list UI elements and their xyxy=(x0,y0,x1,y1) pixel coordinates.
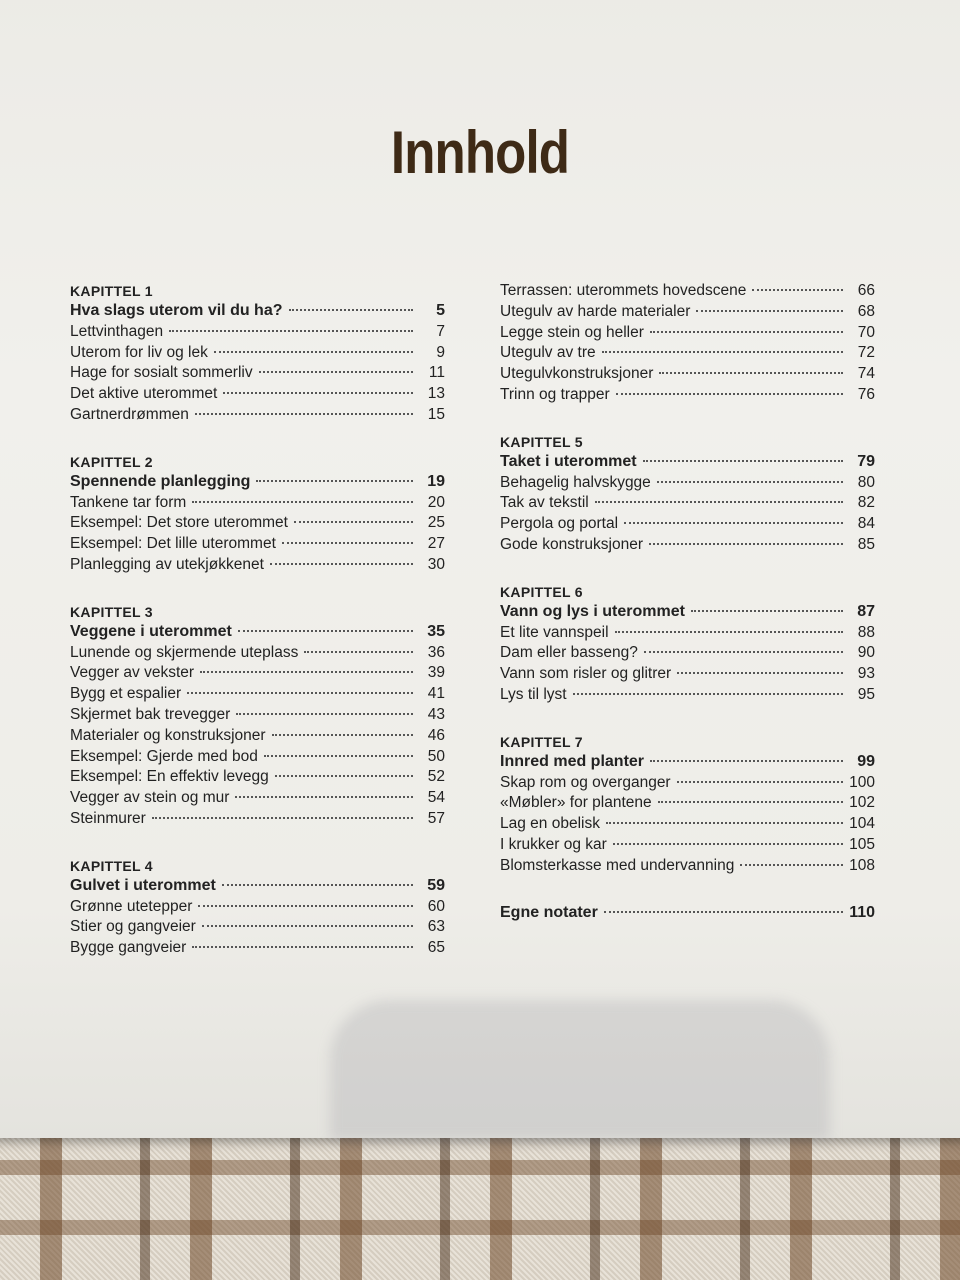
entry-title: Utegulv av tre xyxy=(500,344,596,362)
chapter-section xyxy=(500,582,875,706)
chapter-section xyxy=(70,602,445,830)
chapter-section xyxy=(70,856,445,959)
page-number: 39 xyxy=(427,664,445,682)
entry-title: Innred med planter xyxy=(500,752,645,770)
dot-leader xyxy=(304,651,413,653)
dot-leader xyxy=(192,946,413,948)
entry-title: I krukker og kar xyxy=(500,835,607,853)
dot-leader xyxy=(613,843,843,845)
dot-leader xyxy=(256,480,413,482)
page-number: 90 xyxy=(857,644,875,662)
entry-title: Blomsterkasse med undervanning xyxy=(500,856,735,874)
dot-leader xyxy=(677,672,843,674)
dot-leader xyxy=(606,822,843,824)
dot-leader xyxy=(264,755,413,757)
tablecloth-background xyxy=(0,1130,960,1280)
toc-entry xyxy=(500,835,875,856)
dot-leader xyxy=(643,460,843,462)
dot-leader xyxy=(238,630,413,632)
toc-entry xyxy=(70,917,445,938)
chapter-section xyxy=(70,452,445,576)
toc-entry xyxy=(70,809,445,830)
toc-entry xyxy=(70,726,445,747)
dot-leader xyxy=(659,372,843,374)
dot-leader xyxy=(272,734,413,736)
toc-left-column xyxy=(70,281,445,985)
dot-leader xyxy=(152,817,413,819)
page-number: 35 xyxy=(427,622,445,640)
dot-leader xyxy=(289,309,414,311)
dot-leader xyxy=(222,884,413,886)
entry-title: Terrassen: uterommets hovedscene xyxy=(500,282,747,299)
page-number: 99 xyxy=(857,752,875,770)
page-number: 19 xyxy=(427,472,445,490)
page-number: 88 xyxy=(857,623,875,641)
page-number: 59 xyxy=(427,876,445,894)
dot-leader xyxy=(696,310,843,312)
page-number: 79 xyxy=(857,452,875,470)
entry-title: Eksempel: Det store uterommet xyxy=(70,514,288,532)
toc-entry xyxy=(500,302,875,323)
entry-title: Materialer og konstruksjoner xyxy=(70,726,266,744)
page-number: 66 xyxy=(857,282,875,299)
page-number: 25 xyxy=(427,514,445,532)
entry-title: Tankene tar form xyxy=(70,493,187,511)
entry-title: Vegger av vekster xyxy=(70,664,195,682)
page-number: 70 xyxy=(857,323,875,341)
page-number: 9 xyxy=(436,343,445,361)
entry-title: Lunende og skjermende uteplass xyxy=(70,643,299,661)
entry-title: Gartnerdrømmen xyxy=(70,405,189,423)
page-number: 36 xyxy=(427,643,445,661)
entry-title: «Møbler» for plantene xyxy=(500,794,652,812)
page-number: 60 xyxy=(427,897,445,915)
toc-entry xyxy=(70,788,445,809)
chapter-heading-entry xyxy=(500,903,875,924)
dot-leader xyxy=(236,713,413,715)
entry-title: Vann som risler og glitrer xyxy=(500,665,672,683)
page-number: 105 xyxy=(849,835,875,853)
page-number: 11 xyxy=(428,364,445,382)
toc-entry xyxy=(500,623,875,644)
toc-entry xyxy=(70,513,445,534)
chapter-label: KAPITTEL 2 xyxy=(70,453,153,470)
chapter-heading-entry xyxy=(70,876,445,897)
dot-leader xyxy=(202,925,413,927)
entry-title: Gulvet i uterommet xyxy=(70,876,216,894)
toc-entry xyxy=(70,555,445,576)
entry-title: Lys til lyst xyxy=(500,685,567,703)
entry-title: Skap rom og overganger xyxy=(500,773,671,791)
chapter-section xyxy=(70,281,445,426)
page-number: 30 xyxy=(427,555,445,573)
toc-entry xyxy=(500,664,875,685)
dot-leader xyxy=(649,543,843,545)
chapter-heading-entry xyxy=(500,752,875,773)
entry-title: Legge stein og heller xyxy=(500,323,644,341)
page-number: 68 xyxy=(857,302,875,320)
toc-entry xyxy=(70,322,445,343)
page-number: 102 xyxy=(849,794,875,812)
page-number: 65 xyxy=(427,939,445,957)
chapter-label: KAPITTEL 1 xyxy=(70,283,153,299)
entry-title: Behagelig halvskygge xyxy=(500,473,651,491)
page-number: 13 xyxy=(427,385,445,403)
toc-entry xyxy=(70,663,445,684)
chapter-section xyxy=(500,432,875,556)
dot-leader xyxy=(752,289,843,291)
entry-title: Spennende planlegging xyxy=(70,472,251,490)
toc-entry xyxy=(500,364,875,385)
page-number: 84 xyxy=(857,515,875,533)
page-number: 95 xyxy=(857,685,875,703)
dot-leader xyxy=(650,331,843,333)
entry-title: Hage for sosialt sommerliv xyxy=(70,364,253,382)
dot-leader xyxy=(259,371,413,373)
entry-title: Bygg et espalier xyxy=(70,685,182,703)
dot-leader xyxy=(602,351,843,353)
chapter-heading-entry xyxy=(70,622,445,643)
entry-title: Egne notater xyxy=(500,903,598,921)
page-number: 82 xyxy=(857,494,875,512)
toc-entry xyxy=(500,535,875,556)
dot-leader xyxy=(677,781,843,783)
dot-leader xyxy=(658,801,843,803)
toc-entry xyxy=(70,643,445,664)
entry-title: Eksempel: Gjerde med bod xyxy=(70,747,258,765)
entry-title: Eksempel: En effektiv levegg xyxy=(70,768,269,786)
toc-entry xyxy=(500,814,875,835)
entry-title: Uterom for liv og lek xyxy=(70,343,208,361)
toc-entry xyxy=(70,705,445,726)
entry-title: Grønne utetepper xyxy=(70,897,193,915)
page-number: 27 xyxy=(427,535,445,553)
chapter-label: KAPITTEL 4 xyxy=(70,857,153,874)
entry-title: Utegulvkonstruksjoner xyxy=(500,365,654,383)
page-number: 100 xyxy=(849,773,875,791)
entry-title: Et lite vannspeil xyxy=(500,623,609,641)
toc-entry xyxy=(500,323,875,344)
dot-leader xyxy=(644,651,843,653)
chapter-heading-entry xyxy=(500,452,875,473)
page-number: 76 xyxy=(857,385,875,403)
page-number: 110 xyxy=(849,903,875,921)
dot-leader xyxy=(169,330,413,332)
chapter-section xyxy=(500,903,875,924)
dot-leader xyxy=(223,392,413,394)
entry-title: Skjermet bak trevegger xyxy=(70,705,231,723)
chapter-heading-entry xyxy=(70,472,445,493)
page-number: 108 xyxy=(849,856,875,874)
page-number: 93 xyxy=(857,665,875,683)
toc-entry xyxy=(500,343,875,364)
entry-title: Hva slags uterom vil du ha? xyxy=(70,302,283,319)
toc-entry xyxy=(500,793,875,814)
toc-entry xyxy=(70,405,445,426)
toc-entry xyxy=(70,534,445,555)
toc-entry xyxy=(500,493,875,514)
page-number: 41 xyxy=(427,685,445,703)
page-number: 85 xyxy=(857,535,875,553)
dot-leader xyxy=(624,522,843,524)
dot-leader xyxy=(604,911,843,913)
entry-title: Steinmurer xyxy=(70,809,146,827)
chapter-section xyxy=(500,281,875,406)
toc-entry xyxy=(500,473,875,494)
dot-leader xyxy=(657,481,843,483)
entry-title: Lag en obelisk xyxy=(500,815,600,833)
entry-title: Det aktive uterommet xyxy=(70,385,218,403)
toc-entry xyxy=(70,767,445,788)
page-number: 7 xyxy=(436,322,445,340)
dot-leader xyxy=(294,521,413,523)
entry-title: Veggene i uterommet xyxy=(70,622,232,640)
entry-title: Gode konstruksjoner xyxy=(500,535,644,553)
dot-leader xyxy=(740,864,843,866)
toc-entry xyxy=(70,363,445,384)
chapter-label: KAPITTEL 7 xyxy=(500,733,583,750)
entry-title: Utegulv av harde materialer xyxy=(500,302,691,320)
dot-leader xyxy=(282,542,413,544)
dot-leader xyxy=(615,631,843,633)
dot-leader xyxy=(214,351,413,353)
page-number: 20 xyxy=(427,493,445,511)
page-number: 50 xyxy=(427,747,445,765)
entry-title: Dam eller basseng? xyxy=(500,644,638,662)
page-number: 80 xyxy=(857,473,875,491)
page-number: 43 xyxy=(427,705,445,723)
dot-leader xyxy=(595,501,843,503)
page-number: 54 xyxy=(427,789,445,807)
toc-entry xyxy=(70,343,445,364)
entry-title: Lettvinthagen xyxy=(70,322,164,340)
dot-leader xyxy=(195,413,413,415)
entry-title: Pergola og portal xyxy=(500,515,619,533)
entry-title: Trinn og trapper xyxy=(500,385,610,403)
page-number: 15 xyxy=(427,405,445,423)
entry-title: Taket i uterommet xyxy=(500,452,637,470)
dot-leader xyxy=(235,796,413,798)
toc-entry xyxy=(70,684,445,705)
entry-title: Bygge gangveier xyxy=(70,939,187,957)
toc-entry xyxy=(500,773,875,794)
toc-entry xyxy=(70,493,445,514)
entry-title: Planlegging av utekjøkkenet xyxy=(70,555,264,573)
chapter-label: KAPITTEL 6 xyxy=(500,583,583,600)
chapter-label: KAPITTEL 5 xyxy=(500,433,583,450)
entry-title: Tak av tekstil xyxy=(500,494,589,512)
dot-leader xyxy=(275,775,413,777)
page-title: Innhold xyxy=(390,119,570,186)
page-number: 104 xyxy=(849,815,875,833)
toc-entry xyxy=(70,938,445,959)
toc-entry xyxy=(500,514,875,535)
toc-entry xyxy=(70,747,445,768)
toc-right-column xyxy=(500,281,875,949)
dot-leader xyxy=(198,905,413,907)
dot-leader xyxy=(270,563,413,565)
page-number: 46 xyxy=(427,726,445,744)
dot-leader xyxy=(192,501,413,503)
page-number: 87 xyxy=(857,602,875,620)
dot-leader xyxy=(200,671,413,673)
dot-leader xyxy=(573,693,843,695)
page-number: 5 xyxy=(436,302,445,319)
toc-entry xyxy=(500,385,875,406)
toc-entry xyxy=(500,281,875,302)
page-number: 63 xyxy=(427,918,445,936)
chapter-label: KAPITTEL 3 xyxy=(70,603,153,620)
toc-entry xyxy=(70,897,445,918)
page-number: 57 xyxy=(427,809,445,827)
phone-shadow xyxy=(330,1000,830,1140)
toc-entry xyxy=(500,643,875,664)
page-number: 52 xyxy=(427,768,445,786)
chapter-heading-entry xyxy=(70,301,445,322)
chapter-heading-entry xyxy=(500,602,875,623)
entry-title: Eksempel: Det lille uterommet xyxy=(70,535,276,553)
entry-title: Stier og gangveier xyxy=(70,918,196,936)
toc-entry xyxy=(70,384,445,405)
dot-leader xyxy=(691,610,843,612)
dot-leader xyxy=(616,393,843,395)
toc-entry xyxy=(500,856,875,877)
chapter-section xyxy=(500,732,875,877)
page-number: 72 xyxy=(857,344,875,362)
page-number: 74 xyxy=(857,365,875,383)
toc-entry xyxy=(500,685,875,706)
dot-leader xyxy=(187,692,413,694)
dot-leader xyxy=(650,760,843,762)
entry-title: Vegger av stein og mur xyxy=(70,789,230,807)
entry-title: Vann og lys i uterommet xyxy=(500,602,685,620)
